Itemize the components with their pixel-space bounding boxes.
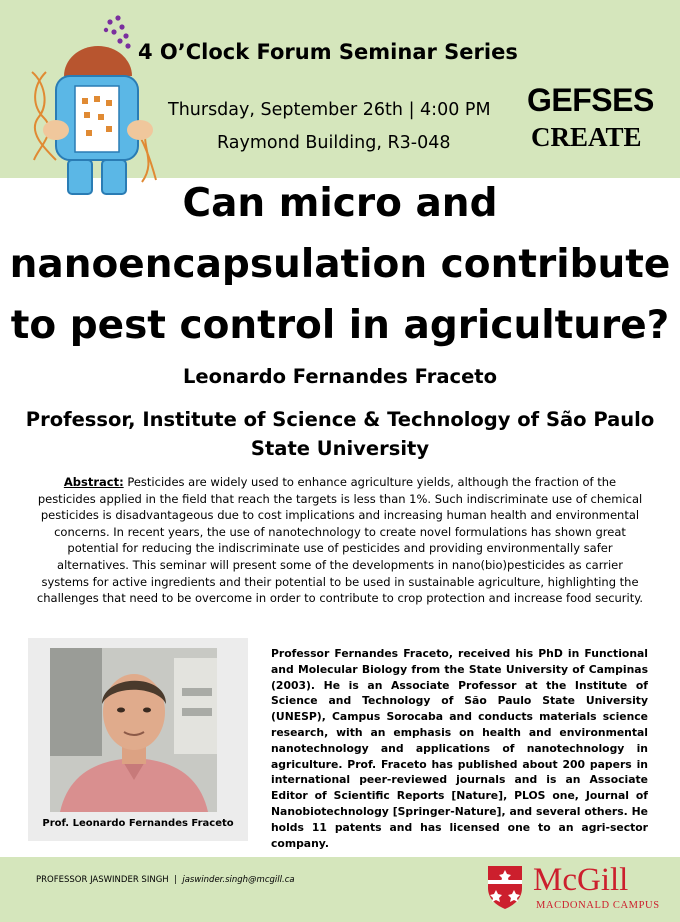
contact-email[interactable]: jaswinder.singh@mcgill.ca xyxy=(182,875,295,885)
gefses-logo: GEFSES xyxy=(527,82,654,118)
contact-line xyxy=(36,875,295,885)
series-title: 4 O’Clock Forum Seminar Series xyxy=(138,40,518,64)
abstract-label: Abstract: xyxy=(63,475,124,489)
mcgill-shield-icon xyxy=(486,864,524,910)
photo-caption: Prof. Leonardo Fernandes Fraceto xyxy=(42,818,234,829)
hair-icon xyxy=(64,46,132,76)
abstract xyxy=(36,474,644,607)
scientist-illustration xyxy=(30,8,170,196)
dots-icon xyxy=(104,15,131,48)
speaker-affiliation: Professor, Institute of Science & Technology of São Paulo State University xyxy=(25,408,655,460)
contact-separator: | xyxy=(174,875,177,885)
talk-title: Can micro and nanoencapsulation contribute to pest control in agriculture? xyxy=(9,181,671,348)
dna-helix-icon xyxy=(32,72,56,160)
contact-name: PROFESSOR JASWINDER SINGH xyxy=(36,875,169,885)
create-logo: CREATE xyxy=(531,122,642,152)
speaker-name: Leonardo Fernandes Fraceto xyxy=(182,365,498,388)
speaker-photo xyxy=(50,648,217,812)
abstract-text: Pesticides are widely used to enhance agriculture yields, although the fraction of the pesticides applied in the field that reach the targets is less than 1%. Such indiscriminate use of chemical pesticides is disadvantageous due to cost implications and increasing human health and environmental concerns. In recent years, the use of nanotechnology to create novel formulations has shown great potential for reducing the indiscriminate use of pesticides and providing environmentally safer alternatives. This seminar will present some of the developments in nano(bio)pesticides as carrier systems for active ingredients and their potential to be used in sustainable agriculture, highlighting the challenges that need to be overcome in order to contribute to crop protection and increase food security. xyxy=(36,475,644,606)
campus-name: MACDONALD CAMPUS xyxy=(536,900,660,911)
event-date-time: Thursday, September 26th | 4:00 PM xyxy=(168,100,491,120)
event-venue: Raymond Building, R3-048 xyxy=(217,133,451,153)
speaker-bio: Professor Fernandes Fraceto, received his PhD in Functional and Molecular Biology from the State University of Campinas (2003). He is an Associate Professor at the Institute of Science and Technology of São Paulo State University (UNESP), Campus Sorocaba and conducts materials science research, with an emphasis on health and environmental nanotechnology and applications of nanotechnology in agriculture. Prof. Fraceto has published about 200 papers in international peer-reviewed journals and is an Associate Editor of Scientific Reports [Nature], PLOS one, Journal of Nanobiotechnology [Springer-Nature], and several others. He holds 11 patents and has licensed one to an agri-sector company. xyxy=(271,647,648,850)
mcgill-logo: McGill xyxy=(533,862,629,898)
